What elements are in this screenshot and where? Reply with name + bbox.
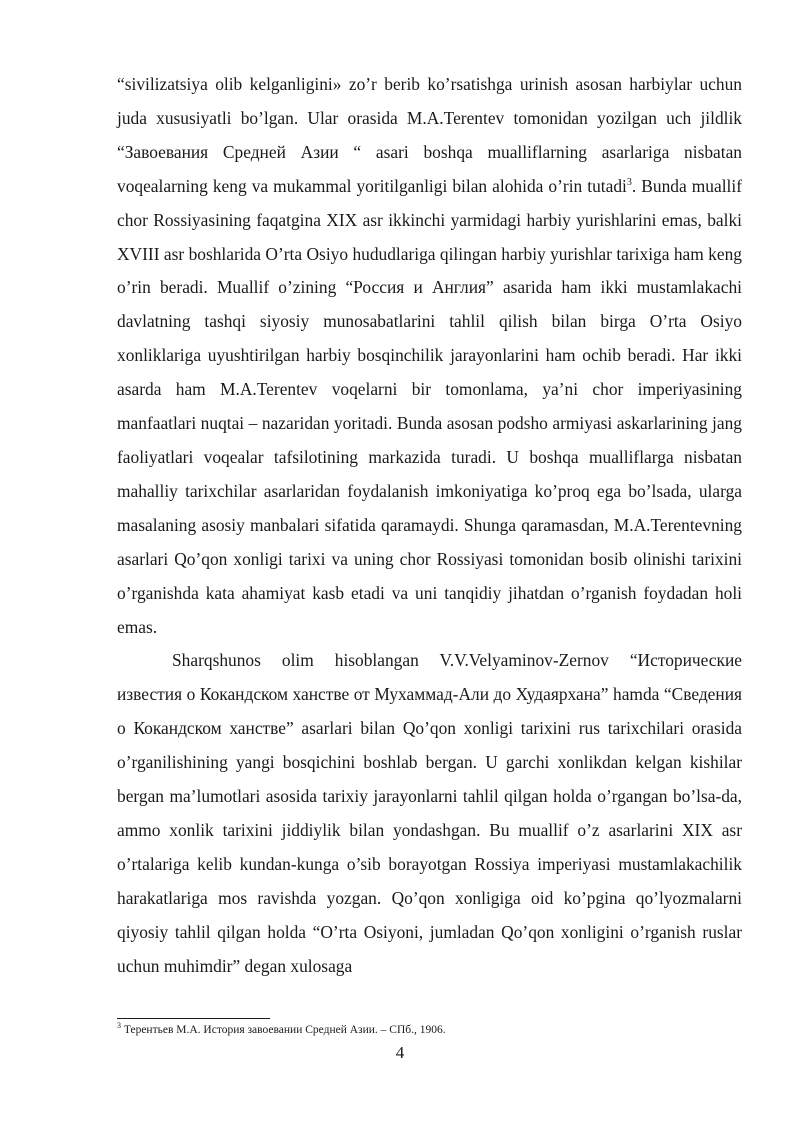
footnote-text: Терентьев М.А. История завоевании Средней Азии. – СПб., 1906. xyxy=(121,1024,446,1036)
paragraph-1-text-after-ref: . Bunda muallif chor Rossiyasining faqatgina XIX asr ikkinchi yarmidagi harbiy yurishlarini emas, balki XVIII asr boshlarida O’rta Osiyo hududlariga qilingan harbiy yurishlar tarixiga ham keng o’rin beradi. Muallif o’zining “Россия и Англия” asarida ham ikki mustamlakachi davlatning tashqi siyosiy munosabatlarini tahlil qilish bilan birga O’rta Osiyo xonliklariga uyushtirilgan harbiy bosqinchilik jarayonlarini ham ochib beradi. Har ikki asarda ham M.A.Terentev voqelarni bir tomonlama, ya’ni chor imperiyasining manfaatlari nuqtai – nazaridan yoritadi. Bunda asosan podsho armiyasi askarlarining jang faoliyatlari voqealar tafsilotining markazida turadi. U boshqa mualliflarga nisbatan mahalliy tarixchilar asarlaridan foydalanish imkoniyatiga ko’proq ega bo’lsada, ularga masalaning asosiy manbalari sifatida qaramaydi. Shunga qaramasdan, M.A.Terentevning asarlari Qo’qon xonligi tarixi va uning chor Rossiyasi tomonidan bosib olinishi tarixini o’rganishda kata ahamiyat kasb etadi va uni tanqidiy jihatdan o’rganish foydadan holi emas. xyxy=(117,175,742,637)
paragraph-1-text-before-ref: “sivilizatsiya olib kelganligini» zo’r berib ko’rsatishga urinish asosan harbiylar uchun juda xususiyatli bo’lgan. Ular orasida M.A.Terentev tomonidan yozilgan uch jildlik “Завоевания Средней Азии “ asari boshqa mualliflarning asarlariga nisbatan voqealarning keng va mukammal yoritilganligi bilan alohida o’rin tutadi xyxy=(117,74,742,196)
page-body xyxy=(117,68,742,983)
page-number: 4 xyxy=(395,1043,405,1062)
footnote-separator xyxy=(117,1018,270,1019)
footnote-mark: 3 xyxy=(117,1021,121,1031)
footnote xyxy=(117,1022,742,1038)
footnote-reference[interactable]: 3 xyxy=(626,176,632,188)
paragraph-1 xyxy=(117,68,742,644)
paragraph-2: Sharqshunos olim hisoblangan V.V.Velyaminov-Zernov “Исторические известия о Кокандском ханстве от Мухаммад-Али до Худаярхана” hamda “Сведения о Кокандском ханстве” asarlari bilan Qo’qon xonligi tarixini rus tarixchilari orasida o’rganilishining yangi bosqichini boshlab bergan. U garchi xonlikdan kelgan kishilar bergan ma’lumotlari asosida tarixiy jarayonlarni tahlil qilgan holda o’rgangan bo’lsa-da, ammo xonlik tarixini jiddiylik bilan yondashgan. Bu muallif o’z asarlarini XIX asr o’rtalariga kelib kundan-kunga o’sib borayotgan Rossiya imperiyasi mustamlakachilik harakatlariga mos ravishda yozgan. Qo’qon xonligiga oid ko’pgina qo’lyozmalarni qiyosiy tahlil qilgan holda “O’rta Osiyoni, jumladan Qo’qon xonligini o’rganish ruslar uchun muhimdir” degan xulosaga xyxy=(117,650,742,976)
